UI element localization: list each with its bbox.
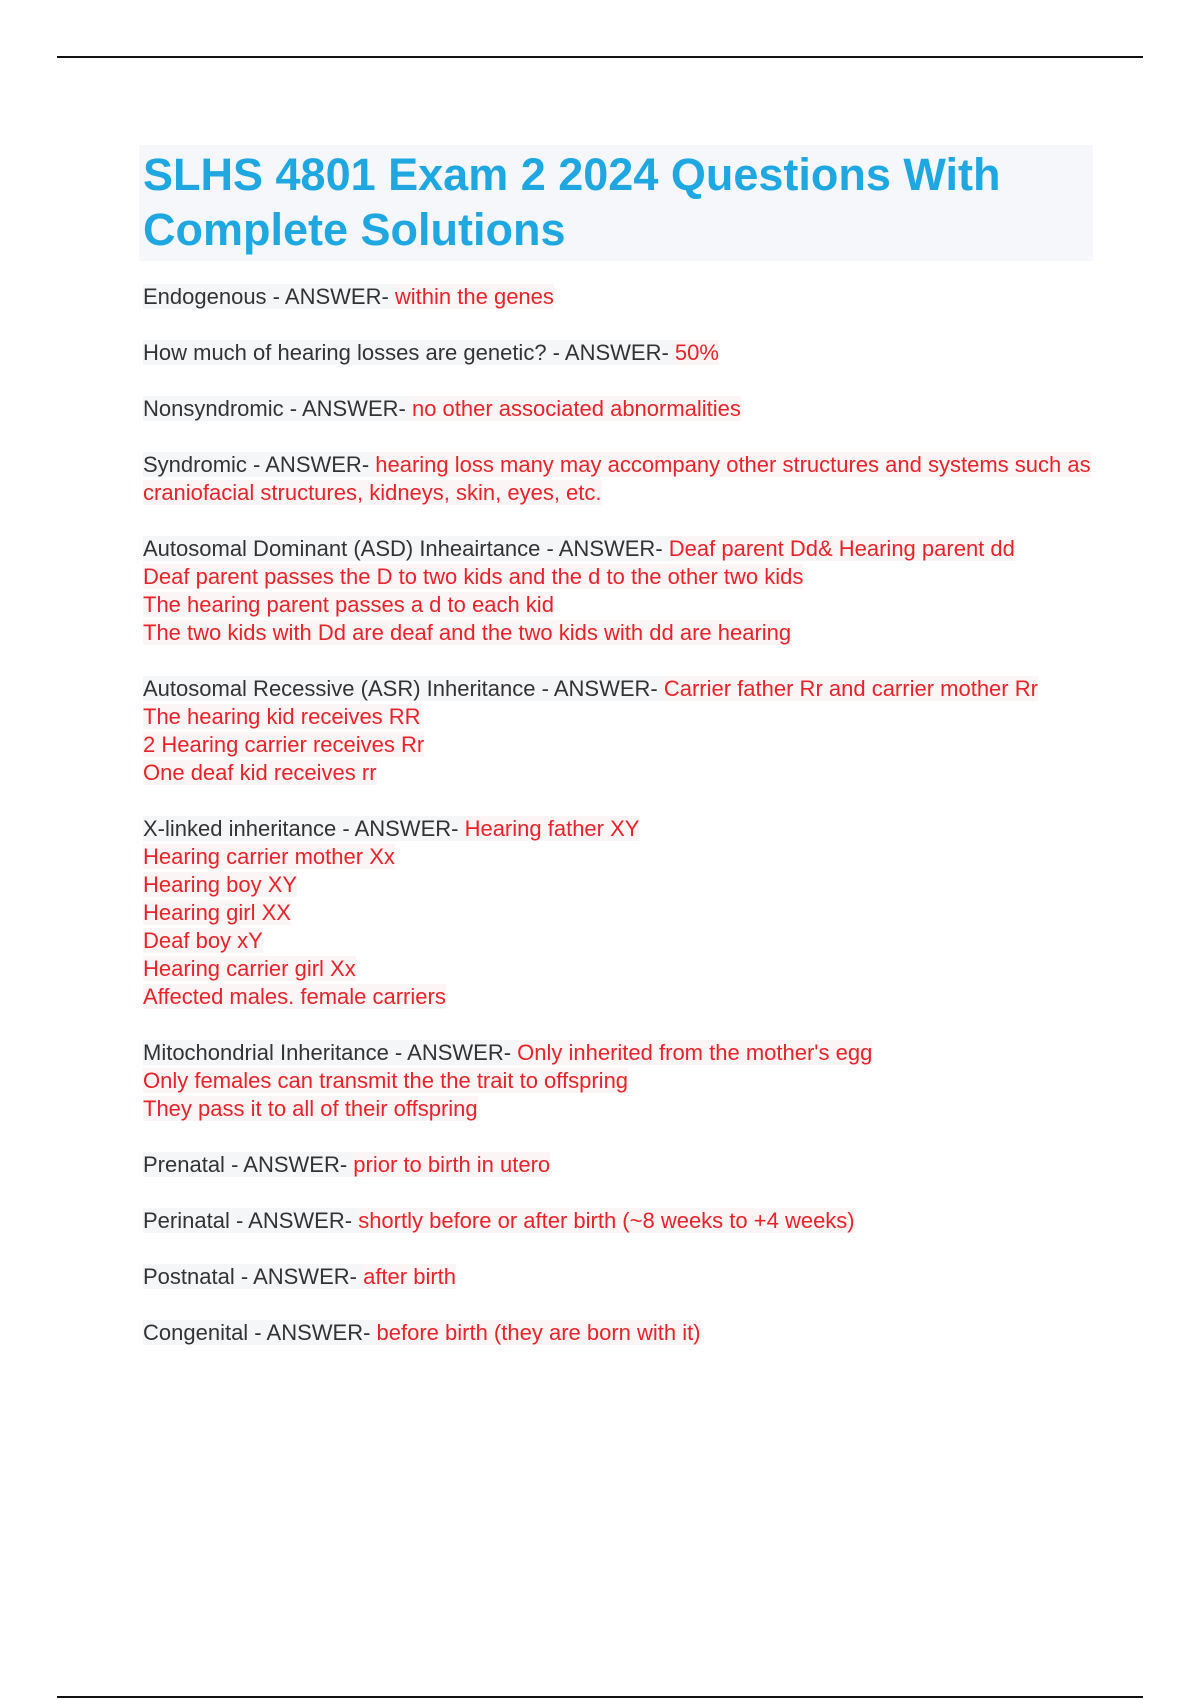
qa-term — [143, 536, 669, 561]
qa-item — [143, 451, 1093, 507]
qa-answer-line: 2 Hearing carrier receives Rr — [143, 732, 425, 757]
qa-answer-line: Deaf parent Dd& Hearing parent dd — [668, 536, 1015, 561]
qa-answer-line: One deaf kid receives rr — [143, 760, 377, 785]
qa-item — [143, 535, 1093, 647]
qa-answer-line: The hearing parent passes a d to each kid — [143, 592, 554, 617]
qa-item — [143, 1263, 1093, 1291]
qa-answer-line: after birth — [363, 1264, 457, 1289]
qa-item — [143, 815, 1093, 1011]
qa-term — [143, 816, 465, 841]
qa-term-text: Syndromic — [143, 452, 247, 477]
qa-answer-line: Only inherited from the mother's egg — [517, 1040, 873, 1065]
answer-separator: - ANSWER- — [283, 396, 412, 421]
qa-term — [143, 396, 412, 421]
qa-answer-line: before birth (they are born with it) — [376, 1320, 701, 1345]
qa-term — [143, 1320, 377, 1345]
qa-term-text: Congenital — [143, 1320, 249, 1345]
qa-answer-line: Deaf parent passes the D to two kids and the d to the other two kids — [143, 564, 804, 589]
document-body — [143, 145, 1093, 1375]
qa-item — [143, 1151, 1093, 1179]
qa-item — [143, 1039, 1093, 1123]
qa-answer-line: within the genes — [394, 284, 554, 309]
qa-answer-line: Carrier father Rr and carrier mother Rr — [663, 676, 1038, 701]
answer-separator: - ANSWER- — [535, 676, 664, 701]
qa-answer-line: Hearing carrier girl Xx — [143, 956, 356, 981]
qa-item — [143, 1319, 1093, 1347]
qa-term — [143, 1264, 363, 1289]
qa-item — [143, 339, 1093, 367]
qa-term — [143, 1152, 353, 1177]
qa-answer-line: shortly before or after birth (~8 weeks to +4 weeks) — [358, 1208, 855, 1233]
qa-term-text: Postnatal — [143, 1264, 235, 1289]
answer-separator: - ANSWER- — [248, 1320, 377, 1345]
qa-answer-line: prior to birth in utero — [353, 1152, 551, 1177]
qa-item — [143, 675, 1093, 787]
qa-answer-line: Deaf boy xY — [143, 928, 263, 953]
answer-separator: - ANSWER- — [388, 1040, 518, 1065]
qa-answer-line: Hearing boy XY — [143, 872, 298, 897]
qa-item — [143, 395, 1093, 423]
qa-answer-line: 50% — [674, 340, 719, 365]
qa-term-text: X-linked inheritance — [143, 816, 337, 841]
qa-term — [143, 1208, 358, 1233]
title-box — [139, 145, 1093, 261]
qa-answer-line: Hearing carrier mother Xx — [143, 844, 395, 869]
answer-separator: - ANSWER- — [224, 1152, 354, 1177]
qa-term-text: Endogenous — [143, 284, 267, 309]
answer-separator: - ANSWER- — [229, 1208, 359, 1233]
answer-separator: - ANSWER- — [234, 1264, 364, 1289]
qa-item — [143, 1207, 1093, 1235]
bottom-rule — [57, 1696, 1143, 1698]
qa-answer-line: The two kids with Dd are deaf and the two kids with dd are hearing — [143, 620, 792, 645]
qa-term-text: Nonsyndromic — [143, 396, 284, 421]
qa-answer-line: no other associated abnormalities — [411, 396, 741, 421]
answer-separator: - ANSWER- — [540, 536, 669, 561]
qa-term-text: Autosomal Recessive (ASR) Inheritance — [143, 676, 536, 701]
qa-term — [143, 284, 395, 309]
qa-term-text: Prenatal — [143, 1152, 225, 1177]
qa-term — [143, 452, 375, 477]
qa-term-text: Mitochondrial Inheritance — [143, 1040, 389, 1065]
qa-term — [143, 1040, 517, 1065]
qa-answer-line: hearing loss many may accompany other structures and systems such as craniofacial structures, kidneys, skin, eyes, etc. — [143, 452, 1091, 505]
qa-answer-line: Affected males. female carriers — [143, 984, 446, 1009]
answer-separator: - ANSWER- — [546, 340, 675, 365]
qa-term — [143, 340, 675, 365]
qa-answer-line: They pass it to all of their offspring — [143, 1096, 478, 1121]
answer-separator: - ANSWER- — [336, 816, 465, 841]
qa-term-text: How much of hearing losses are genetic? — [143, 340, 547, 365]
qa-term — [143, 676, 664, 701]
top-rule — [57, 56, 1143, 58]
qa-term-text: Perinatal — [143, 1208, 230, 1233]
answer-separator: - ANSWER- — [266, 284, 395, 309]
qa-list — [143, 283, 1093, 1347]
qa-item — [143, 283, 1093, 311]
qa-answer-line: Hearing girl XX — [143, 900, 291, 925]
qa-answer-line: Only females can transmit the the trait to offspring — [143, 1068, 629, 1093]
document-title: SLHS 4801 Exam 2 2024 Questions With Complete Solutions — [143, 149, 1001, 255]
answer-separator: - ANSWER- — [246, 452, 376, 477]
qa-answer-line: The hearing kid receives RR — [143, 704, 421, 729]
qa-term-text: Autosomal Dominant (ASD) Inheairtance — [143, 536, 541, 561]
qa-answer-line: Hearing father XY — [464, 816, 640, 841]
